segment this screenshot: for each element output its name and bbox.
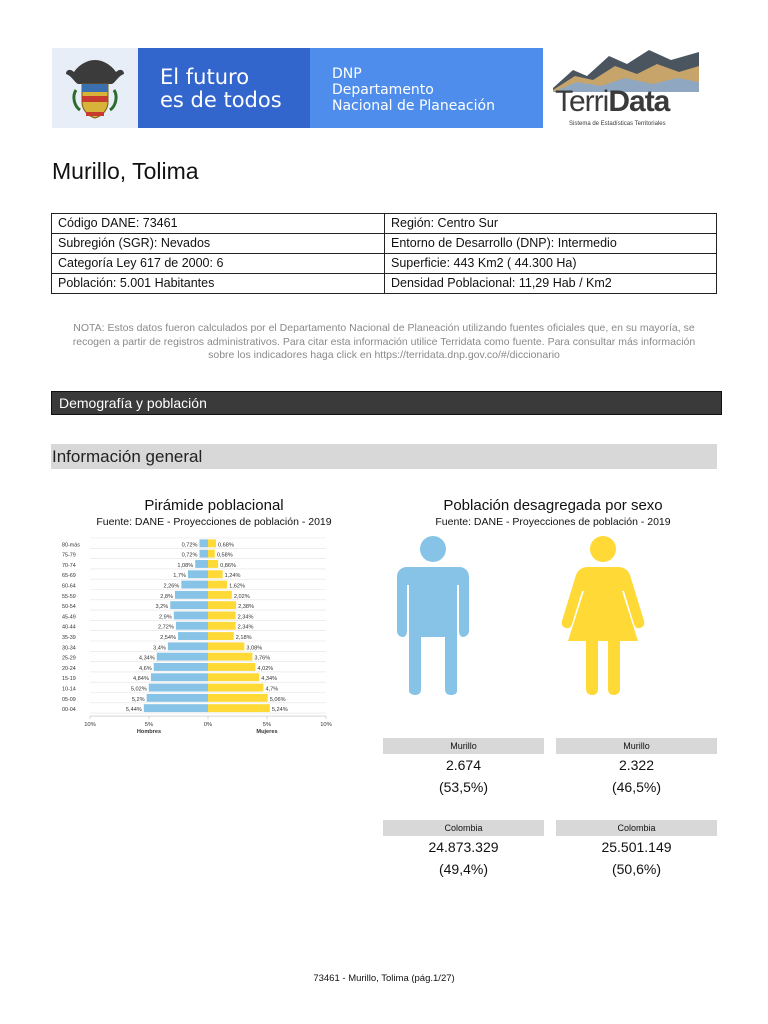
age-group-label: 65-69 [62, 573, 76, 580]
age-group-label: 30-34 [62, 645, 76, 652]
colombia-women-value: 25.501.149 [601, 839, 672, 855]
age-group-label: 05-09 [62, 696, 76, 703]
pyramid-title: Pirámide poblacional [144, 497, 284, 514]
age-group-label: 60-64 [62, 583, 76, 590]
x-axis-label-hombres: Hombres [136, 729, 162, 736]
data-label-hombres: 4,84% [133, 676, 149, 683]
bar-mujeres [208, 663, 255, 671]
terridata-tagline: Sistema de Estadísticas Territoriales [569, 121, 666, 127]
data-label-mujeres: 0,58% [216, 552, 233, 559]
municipality-info-table [51, 213, 717, 294]
age-group-label: 40-44 [62, 624, 76, 631]
bar-hombres [200, 550, 208, 558]
subsection-title: Información general [52, 447, 203, 466]
data-label-mujeres: 5,24% [271, 707, 288, 714]
colombia-men-value: 24.873.329 [428, 839, 499, 855]
table-cell: Densidad Poblacional: 11,29 Hab / Km2 [385, 274, 717, 294]
data-label-mujeres: 4,02% [257, 665, 274, 672]
x-tick-label: 5% [262, 722, 272, 729]
murillo-women-value: 2.322 [618, 757, 655, 773]
terridata-logo [553, 48, 699, 130]
data-label-mujeres: 4,34% [261, 676, 278, 683]
bar-hombres [195, 560, 208, 568]
murillo-men-percent: (53,5%) [438, 779, 489, 795]
data-label-hombres: 5,44% [125, 707, 142, 714]
bar-mujeres [208, 632, 234, 640]
data-label-mujeres: 3,76% [254, 655, 271, 662]
murillo-women-percent: (46,5%) [611, 779, 662, 795]
colombia-women-percent: (50,6%) [611, 861, 662, 877]
data-label-hombres: 2,26% [163, 583, 180, 590]
terridata-wordmark: TerriData [555, 85, 670, 118]
age-group-label: 70-74 [62, 562, 76, 569]
data-label-hombres: 1,08% [177, 562, 194, 569]
sex-source: Fuente: DANE - Proyecciones de población - 2019 [435, 516, 671, 528]
woman-icon [558, 535, 648, 695]
pyramid-source: Fuente: DANE - Proyecciones de población - 2019 [96, 516, 332, 528]
colombia-men-percent: (49,4%) [438, 861, 489, 877]
data-label-mujeres: 0,86% [220, 562, 237, 569]
coat-of-arms-icon [64, 56, 126, 120]
man-figure [395, 535, 471, 695]
x-tick-label: 10% [320, 722, 332, 729]
data-label-mujeres: 3,08% [246, 645, 263, 652]
bar-mujeres [208, 612, 236, 620]
data-label-hombres: 3,2% [155, 604, 169, 611]
dnp-name-line-2: Nacional de Planeación [332, 98, 495, 114]
bar-mujeres [208, 694, 268, 702]
table-cell: Entorno de Desarrollo (DNP): Intermedio [385, 234, 717, 254]
bar-hombres [154, 663, 208, 671]
age-group-label: 55-59 [62, 593, 76, 600]
data-label-mujeres: 4,7% [265, 686, 279, 693]
age-group-label: 25-29 [62, 655, 76, 662]
bar-hombres [170, 601, 208, 609]
bar-hombres [181, 581, 208, 589]
data-label-hombres: 4,34% [138, 655, 155, 662]
data-label-hombres: 3,4% [153, 645, 166, 652]
data-label-mujeres: 0,68% [218, 542, 234, 549]
bar-hombres [168, 642, 208, 650]
data-label-mujeres: 2,38% [238, 604, 254, 611]
bar-mujeres [208, 581, 227, 589]
table-cell: Categoría Ley 617 de 2000: 6 [52, 254, 385, 274]
data-source-note: NOTA: Estos datos fueron calculados por el Departamento Nacional de Planeación utilizando fuentes oficiales que, en su mayoría, se recogen a partir de registros administrativos. Para citar esta información utilice Terridata como fuente. Para consultar más información sobre los indicadores haga click en https://terridata.dnp.gov.co/#/diccionario [72, 322, 696, 361]
colombia-men-label: Colombia [383, 820, 544, 836]
bar-hombres [175, 591, 208, 599]
dnp-name-line-1: Departamento [332, 82, 434, 98]
age-group-label: 75-79 [62, 552, 76, 559]
bar-mujeres [208, 653, 252, 661]
x-tick-label: 10% [84, 722, 96, 729]
dnp-banner [310, 48, 543, 128]
bar-mujeres [208, 570, 223, 578]
data-label-hombres: 2,72% [158, 624, 174, 631]
bar-mujeres [208, 673, 259, 681]
woman-figure [558, 535, 648, 695]
section-header: Demografía y población [51, 391, 722, 415]
page-footer: 73461 - Murillo, Tolima (pág.1/27) [313, 973, 455, 984]
data-label-hombres: 5,2% [131, 696, 145, 703]
table-cell: Subregión (SGR): Nevados [52, 234, 385, 254]
population-pyramid-chart [58, 536, 334, 740]
age-group-label: 80-más [62, 542, 80, 549]
bar-mujeres [208, 622, 236, 630]
data-label-hombres: 2,54% [160, 635, 177, 641]
murillo-men-value: 2.674 [445, 757, 482, 773]
slogan-line-2: es de todos [160, 88, 282, 112]
bar-mujeres [208, 591, 232, 599]
data-label-hombres: 2,9% [159, 614, 172, 621]
data-label-hombres: 2,8% [160, 593, 173, 600]
age-group-label: 15-19 [62, 676, 76, 683]
data-label-mujeres: 1,24% [224, 573, 241, 580]
dnp-acronym: DNP [332, 66, 362, 82]
murillo-men-label: Murillo [383, 738, 544, 754]
bar-hombres [151, 673, 208, 681]
bar-hombres [157, 653, 208, 661]
slogan-banner [138, 48, 310, 128]
table-row [52, 234, 717, 254]
bar-hombres [174, 612, 208, 620]
table-cell: Código DANE: 73461 [52, 214, 385, 234]
page-title: Murillo, Tolima [52, 158, 199, 184]
age-group-label: 10-14 [62, 686, 76, 693]
table-cell: Población: 5.001 Habitantes [52, 274, 385, 294]
bar-hombres [147, 694, 208, 702]
data-label-hombres: 0,72% [181, 552, 198, 559]
data-label-hombres: 1,7% [173, 573, 186, 580]
colombia-coat-of-arms-logo [52, 48, 138, 128]
data-label-hombres: 4,6% [138, 665, 152, 672]
table-row [52, 214, 717, 234]
age-group-label: 45-49 [62, 614, 76, 621]
age-group-label: 50-54 [62, 604, 76, 611]
bar-mujeres [208, 560, 218, 568]
bar-mujeres [208, 704, 270, 712]
colombia-women-label: Colombia [556, 820, 717, 836]
data-label-mujeres: 2,18% [235, 635, 252, 641]
data-label-mujeres: 5,06% [269, 696, 286, 703]
age-group-label: 20-24 [62, 665, 76, 672]
data-label-mujeres: 2,34% [237, 614, 254, 621]
x-axis-label-mujeres: Mujeres [256, 729, 278, 736]
data-label-hombres: 0,72% [181, 542, 198, 549]
bar-mujeres [208, 539, 216, 547]
x-tick-label: 0% [203, 722, 213, 729]
data-label-mujeres: 2,02% [233, 593, 250, 600]
sex-title: Población desagregada por sexo [443, 497, 663, 514]
bar-hombres [176, 622, 208, 630]
x-tick-label: 5% [144, 722, 154, 729]
table-cell: Superficie: 443 Km2 ( 44.300 Ha) [385, 254, 717, 274]
bar-hombres [149, 684, 208, 692]
bar-mujeres [208, 550, 215, 558]
slogan-line-1: El futuro [160, 65, 250, 89]
pyramid-svg [58, 536, 334, 740]
table-row [52, 254, 717, 274]
age-group-label: 00-04 [62, 707, 76, 714]
murillo-women-label: Murillo [556, 738, 717, 754]
data-label-mujeres: 1,62% [229, 583, 245, 590]
table-row [52, 274, 717, 294]
data-label-hombres: 5,02% [130, 686, 147, 693]
bar-hombres [188, 570, 208, 578]
table-cell: Región: Centro Sur [385, 214, 717, 234]
bar-mujeres [208, 642, 244, 650]
bar-hombres [144, 704, 208, 712]
subsection-header [51, 444, 717, 469]
man-icon [395, 535, 471, 695]
bar-mujeres [208, 684, 263, 692]
data-label-mujeres: 2,34% [237, 624, 254, 631]
bar-mujeres [208, 601, 236, 609]
age-group-label: 35-39 [62, 635, 76, 641]
bar-hombres [178, 632, 208, 640]
bar-hombres [200, 539, 208, 547]
